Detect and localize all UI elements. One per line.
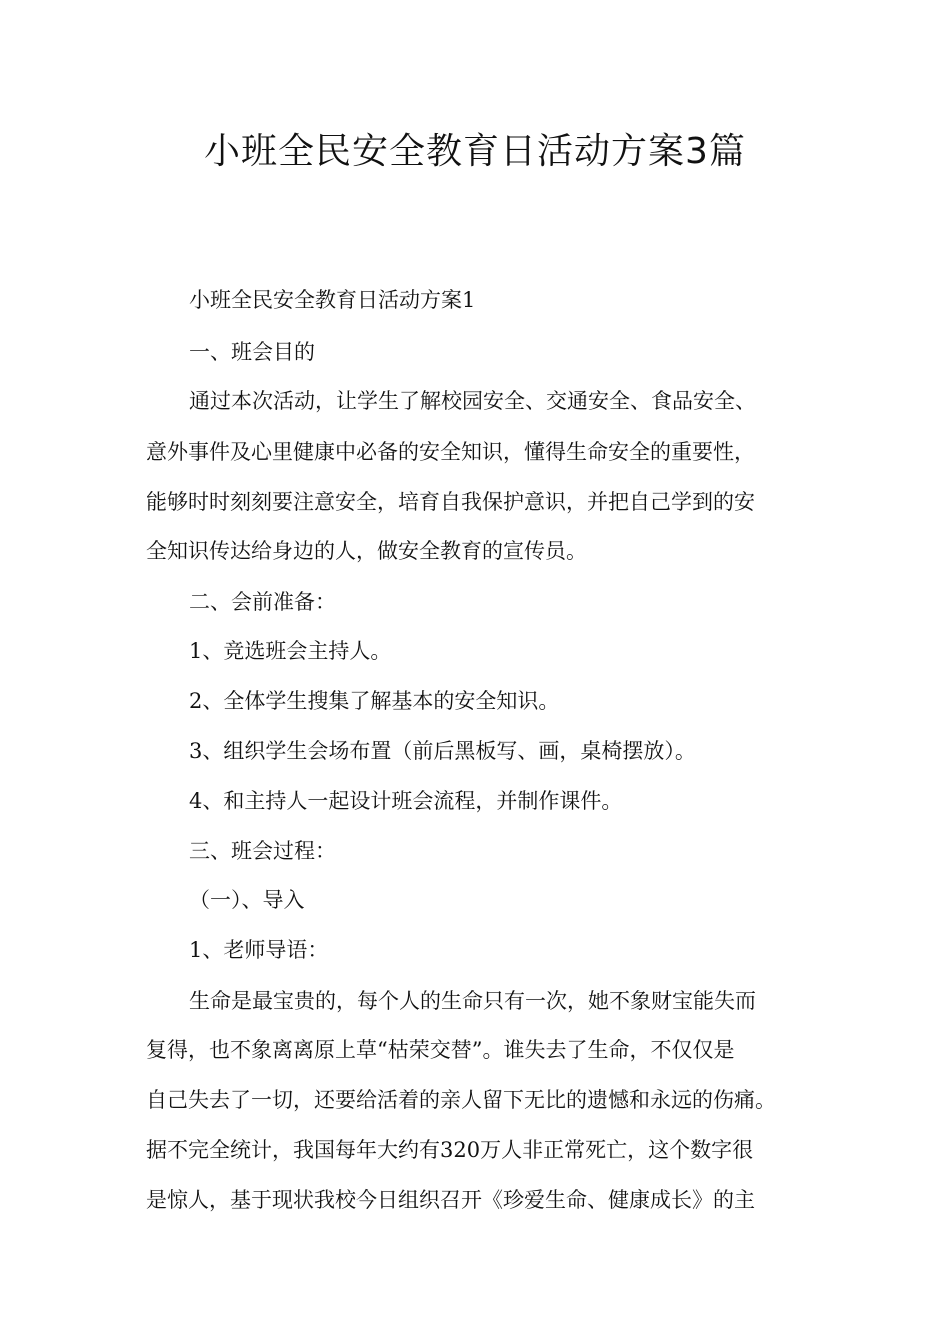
paragraph-line: 意外事件及心里健康中必备的安全知识，懂得生命安全的重要性，	[146, 440, 755, 464]
paragraph-line: 能够时时刻刻要注意安全，培育自我保护意识，并把自己学到的安	[146, 490, 755, 514]
heading-purpose: 一、班会目的	[189, 340, 315, 364]
section-heading: 小班全民安全教育日活动方案1	[189, 288, 476, 312]
paragraph-line: 自己失去了一切，还要给活着的亲人留下无比的遗憾和永远的伤痛。	[146, 1088, 776, 1112]
paragraph-line: 全知识传达给身边的人，做安全教育的宣传员。	[146, 539, 587, 563]
paragraph-line: 据不完全统计，我国每年大约有320万人非正常死亡，这个数字很	[146, 1138, 754, 1162]
paragraph-line: 通过本次活动，让学生了解校园安全、交通安全、食品安全、	[189, 389, 756, 413]
paragraph-line: 是惊人，基于现状我校今日组织召开《珍爱生命、健康成长》的主	[146, 1188, 755, 1212]
list-item: 1、竞选班会主持人。	[189, 639, 392, 663]
subheading-intro: （一）、导入	[189, 888, 305, 912]
document-title: 小班全民安全教育日活动方案3篇	[204, 131, 746, 172]
list-item: 4、和主持人一起设计班会流程，并制作课件。	[189, 789, 623, 813]
heading-process: 三、班会过程：	[189, 839, 336, 863]
list-item: 2、全体学生搜集了解基本的安全知识。	[189, 689, 560, 713]
heading-preparation: 二、会前准备：	[189, 590, 336, 614]
paragraph-line: 生命是最宝贵的，每个人的生命只有一次，她不象财宝能失而	[189, 989, 756, 1013]
subheading-teacher-intro: 1、老师导语：	[189, 938, 329, 962]
paragraph-line: 复得，也不象离离原上草“枯荣交替”。谁失去了生命，不仅仅是	[146, 1038, 735, 1062]
list-item: 3、组织学生会场布置（前后黑板写、画，桌椅摆放）。	[189, 739, 696, 763]
